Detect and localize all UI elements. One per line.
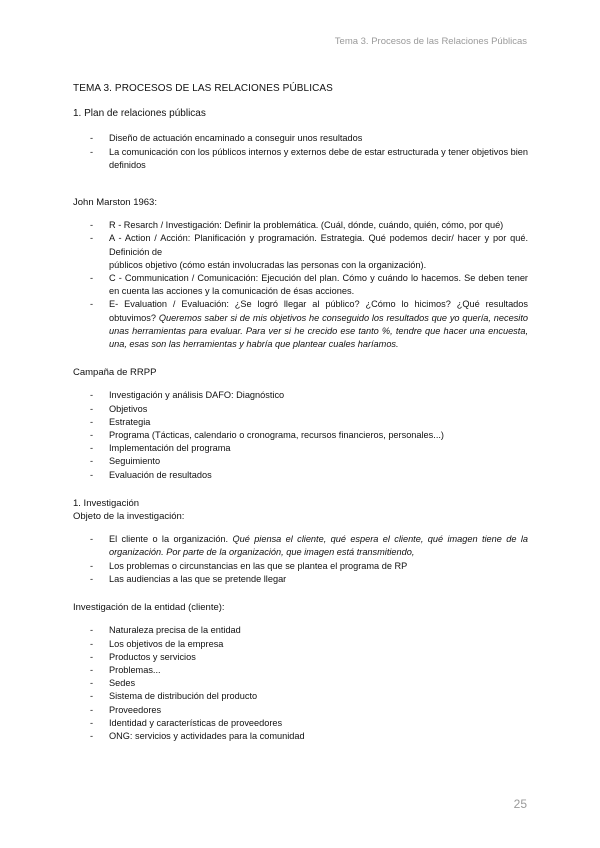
client-lead-text: El cliente o la organización. — [109, 534, 229, 545]
list-item: - C - Communication / Comunicación: Ejecución del plan. Cómo y cuándo lo hacemos. Se deben tener en cuenta las acciones y la comunicación de ésas acciones. — [73, 272, 528, 298]
running-header: Tema 3. Procesos de las Relaciones Públicas — [334, 36, 527, 47]
page-number: 25 — [513, 797, 527, 811]
marston-heading: John Marston 1963: — [73, 197, 157, 209]
list-item: - A - Action / Acción: Planificación y programación. Estrategia. Qué podemos decir/ hacer y por qué. Definición de — [73, 232, 528, 258]
investigacion-list — [73, 533, 528, 586]
list-item: - Las audiencias a las que se pretende llegar — [73, 573, 528, 586]
list-item: - Problemas... — [73, 664, 528, 677]
investigacion-heading: 1. Investigación — [73, 497, 140, 509]
list-item: - Programa (Tácticas, calendario o cronograma, recursos financieros, personales...) — [73, 429, 528, 442]
section-heading-plan: 1. Plan de relaciones públicas — [73, 108, 206, 120]
document-title: TEMA 3. PROCESOS DE LAS RELACIONES PÚBLICAS — [73, 83, 333, 94]
evaluation-italic-note: Queremos saber si de mis objetivos he conseguido los resultados que yo quería, necesito unas herramientas para evaluar. Para ver si he crecido ese tanto %, tendre que hacer una encuesta, una, esas son las herramientas y habría que plantear cuales haríamos. — [109, 312, 528, 350]
list-item: - Investigación y análisis DAFO: Diagnóstico — [73, 389, 528, 402]
list-item: - Sistema de distribución del producto — [73, 690, 528, 703]
list-item: - Seguimiento — [73, 455, 528, 468]
investigacion-subheading: Objeto de la investigación: — [73, 511, 185, 523]
list-item: - Estrategia — [73, 416, 528, 429]
list-item: - Objetivos — [73, 403, 528, 416]
list-item: - Identidad y características de proveedores — [73, 717, 528, 730]
client-italic-note: Qué piensa el cliente, qué espera el cliente, qué imagen tiene de la organización. Por parte de la organización, que imagen está transmitiendo, — [109, 534, 528, 558]
list-item: - Los objetivos de la empresa — [73, 638, 528, 651]
list-item-evaluation — [73, 298, 528, 351]
entidad-heading: Investigación de la entidad (cliente): — [73, 602, 225, 614]
list-item: - La comunicación con los públicos internos y externos debe de estar estructurada y tener objetivos bien definidos — [73, 146, 528, 172]
list-item: - Productos y servicios — [73, 651, 528, 664]
list-item: - Sedes — [73, 677, 528, 690]
list-item: - Los problemas o circunstancias en las que se plantea el programa de RP — [73, 560, 528, 573]
list-item: - ONG: servicios y actividades para la comunidad — [73, 730, 528, 743]
evaluation-text: E- Evaluation / Evaluación: ¿Se logró llegar al público? ¿Cómo lo hicimos? ¿Qué resultados obtuvimos? — [109, 299, 528, 323]
list-item: - Naturaleza precisa de la entidad — [73, 624, 528, 637]
campana-heading: Campaña de RRPP — [73, 367, 157, 379]
list-item — [73, 533, 528, 559]
list-item: - Implementación del programa — [73, 442, 528, 455]
continuation-text: públicos objetivo (cómo están involucradas las personas con la organización). — [109, 259, 427, 270]
plan-list — [73, 132, 528, 172]
list-item-continuation — [73, 259, 528, 272]
list-item: - Proveedores — [73, 704, 528, 717]
entidad-list — [73, 624, 528, 743]
list-item: - Diseño de actuación encaminado a conseguir unos resultados — [73, 132, 528, 145]
marston-list — [73, 219, 528, 351]
list-item: - R - Resarch / Investigación: Definir la problemática. (Cuál, dónde, cuándo, quién, cómo, por qué) — [73, 219, 528, 232]
list-item: - Evaluación de resultados — [73, 469, 528, 482]
campana-list — [73, 389, 528, 481]
page-body — [73, 82, 528, 743]
